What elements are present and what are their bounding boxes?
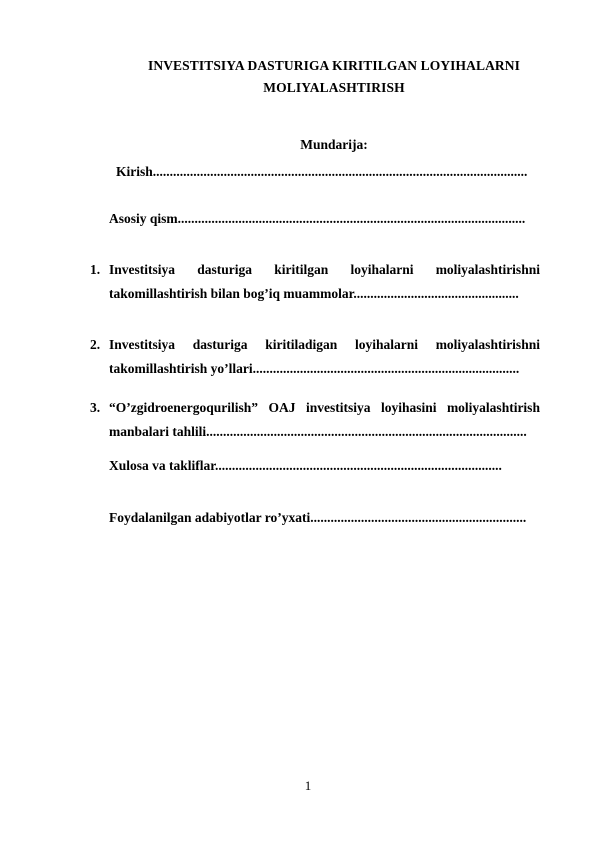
- toc-leader-dots: ................................................................: [310, 510, 527, 525]
- toc-entry-1-line-2[interactable]: [109, 286, 535, 302]
- toc-entry-number: 2.: [90, 337, 101, 352]
- toc-entry-label: Kirish: [116, 164, 153, 179]
- toc-leader-dots: .....................................................................................: [215, 458, 502, 473]
- toc-entry-2-line-2[interactable]: [109, 361, 539, 377]
- toc-entry-3-line-2[interactable]: [109, 424, 540, 440]
- toc-leader-dots: ...............................................................................................................: [152, 164, 528, 179]
- toc-word: OAJ: [268, 400, 296, 415]
- toc-word: kiritilgan: [274, 262, 329, 277]
- toc-word: loyihalarni: [354, 337, 418, 352]
- toc-entry-1-line-1[interactable]: [109, 262, 540, 278]
- toc-word: moliyalashtirishni: [435, 262, 540, 277]
- toc-entry-label: takomillashtirish bilan bog’iq muammolar: [109, 286, 354, 301]
- document-title-line-1: INVESTITSIYA DASTURIGA KIRITILGAN LOYIHALARNI: [148, 58, 520, 73]
- toc-entry-number: 3.: [90, 400, 101, 415]
- toc-word: moliyalashtirish: [446, 400, 540, 415]
- toc-entry-asosiy-qism[interactable]: [109, 211, 535, 227]
- toc-word: moliyalashtirishni: [435, 337, 540, 352]
- toc-word: Investitsiya: [109, 262, 176, 277]
- toc-entry-kirish[interactable]: [116, 164, 540, 180]
- toc-leader-dots: ...............................................................................................: [206, 424, 527, 439]
- toc-word: kiritiladigan: [265, 337, 338, 352]
- toc-word: loyihalarni: [350, 262, 414, 277]
- toc-word: dasturiga: [197, 262, 252, 277]
- toc-entry-label: takomillashtirish yo’llari: [109, 361, 253, 376]
- toc-leader-dots: .......................................................................................................: [177, 211, 526, 226]
- toc-entry-number: 1.: [90, 262, 101, 277]
- toc-word: “O’zgidroenergoqurilish”: [109, 400, 259, 415]
- toc-heading: Mundarija:: [300, 137, 368, 152]
- toc-leader-dots: ...............................................................................: [252, 361, 520, 376]
- toc-entry-label: manbalari tahlili: [109, 424, 207, 439]
- toc-leader-dots: .................................................: [353, 286, 519, 301]
- toc-word: dasturiga: [192, 337, 248, 352]
- toc-word: investitsiya: [305, 400, 371, 415]
- toc-entry-2-line-1[interactable]: [109, 337, 540, 353]
- toc-entry-xulosa[interactable]: [109, 458, 540, 474]
- toc-entry-label: Xulosa va takliflar: [109, 458, 216, 473]
- document-title-line-2: MOLIYALASHTIRISH: [263, 80, 405, 95]
- toc-entry-adabiyotlar[interactable]: [109, 510, 540, 526]
- toc-word: loyihasini: [380, 400, 437, 415]
- toc-word: Investitsiya: [109, 337, 176, 352]
- page-number: 1: [304, 778, 312, 793]
- toc-entry-label: Foydalanilgan adabiyotlar ro’yxati: [109, 510, 311, 525]
- toc-entry-3-line-1[interactable]: [109, 400, 540, 416]
- toc-entry-label: Asosiy qism: [109, 211, 178, 226]
